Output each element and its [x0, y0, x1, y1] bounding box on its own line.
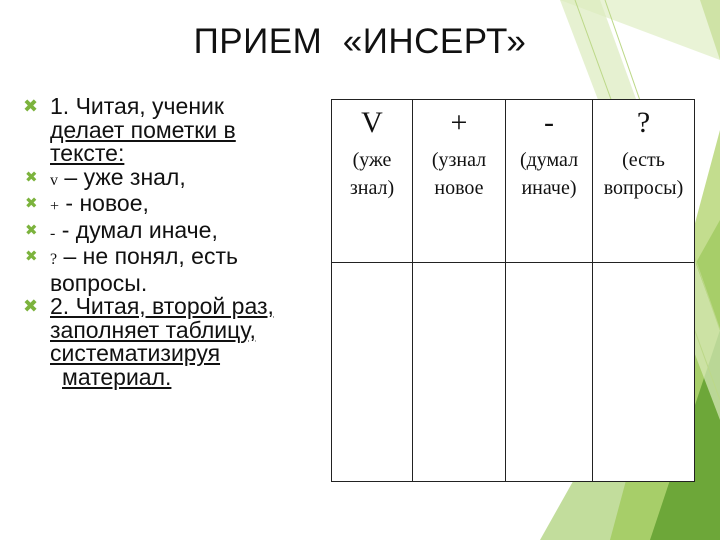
list-item-step-2: ✖ 2. Читая, второй раз, заполняет таблицу, систематизируя материал. — [23, 293, 274, 390]
x-bullet-icon: ✖ — [25, 221, 38, 239]
x-bullet-icon: ✖ — [23, 296, 39, 316]
column-header-minus: - (думал иначе) — [506, 100, 593, 263]
table-cell-plus — [413, 263, 506, 482]
insert-table — [331, 99, 695, 482]
table-header-row — [332, 100, 695, 263]
list-item-mark-plus: ✖ + - новое, — [25, 190, 149, 216]
list-item-mark-v: ✖ v – уже знал, — [25, 163, 186, 190]
table-body-row — [332, 263, 695, 482]
list-item-mark-question: ✖ ? – не понял, есть вопросы. — [25, 243, 238, 296]
x-bullet-icon: ✖ — [23, 96, 39, 116]
list-item-step-1: ✖ 1. Читая, ученик делает пометки в тексте: — [23, 93, 236, 166]
column-header-question: ? (есть вопросы) — [593, 100, 695, 263]
column-header-plus: + (узнал новое — [413, 100, 506, 263]
table-cell-v — [332, 263, 413, 482]
instruction-list — [20, 95, 340, 389]
column-header-v: V (уже знал) — [332, 100, 413, 263]
slide-title: ПРИЕМ «ИНСЕРТ» — [193, 22, 527, 61]
x-bullet-icon: ✖ — [25, 195, 38, 212]
list-item-mark-minus: ✖ - - думал иначе, — [25, 216, 218, 243]
table-cell-minus — [506, 263, 593, 482]
x-bullet-icon: ✖ — [25, 168, 38, 186]
table-cell-question — [593, 263, 695, 482]
x-bullet-icon: ✖ — [25, 248, 38, 265]
